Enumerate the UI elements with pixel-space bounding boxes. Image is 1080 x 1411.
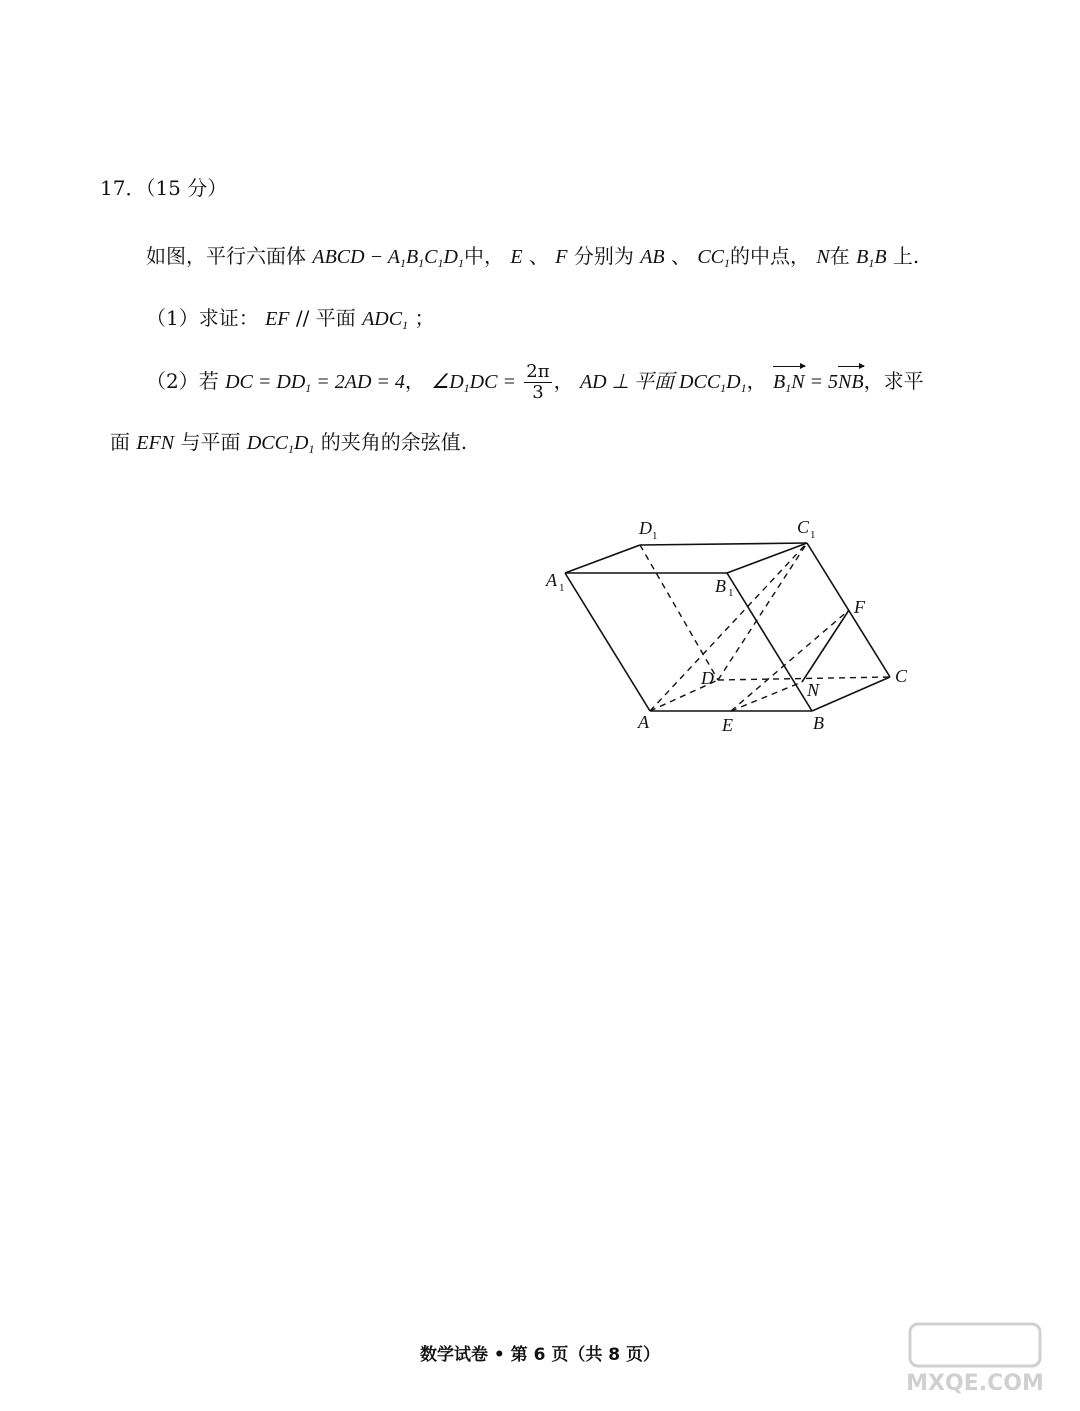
intro-text-6: 的中点，	[730, 244, 811, 268]
label-d1: D	[639, 518, 652, 538]
segment-b1b: $B_1B$	[856, 246, 887, 270]
cont-text-3: 与平面	[180, 430, 241, 454]
edge-a1-a	[565, 573, 650, 711]
watermark-text: MXQE.COM	[906, 1371, 1044, 1396]
fraction-2pi-3: $\frac{2\pi}{3}$	[526, 361, 550, 403]
label-c1-sub: 1	[810, 529, 816, 541]
segment-e-n-hidden	[731, 682, 802, 711]
part-2	[146, 362, 924, 403]
segment-ab: AB	[640, 246, 665, 268]
label-f: F	[854, 597, 865, 617]
diagonal-d-c1-hidden	[718, 543, 807, 680]
part-2-perp: AD ⊥ 平面 $DCC_1D_1$	[579, 370, 747, 395]
point-n: N	[816, 246, 830, 268]
label-e: E	[722, 715, 733, 735]
watermark-logo	[900, 1318, 1050, 1398]
page-footer: 数学试卷 • 第 6 页（共 8 页）	[419, 1345, 661, 1365]
sep-2: ，	[553, 368, 574, 393]
plane-efn: EFN	[136, 432, 175, 454]
part-2-cond: DC = $DD_1 = 2AD = 4$	[225, 370, 405, 395]
edge-d1-c1	[640, 543, 807, 545]
edge-b1-c1	[727, 543, 807, 573]
question-intro	[146, 240, 919, 271]
segment-e-f-hidden	[731, 610, 849, 711]
sep-1: ，	[404, 368, 425, 393]
parallelepiped-figure	[520, 500, 940, 750]
segment-n-f-hidden	[802, 610, 849, 682]
question-number: 17．	[100, 176, 146, 200]
part-2-continuation	[110, 426, 467, 457]
part-1-ef: EF	[265, 308, 290, 330]
edge-b1-b	[727, 573, 812, 711]
segment-cc1: $CC_1$	[697, 246, 731, 270]
part-2-ask: ，求平	[863, 368, 924, 393]
intro-text-7: 在	[829, 244, 850, 268]
part-2-angle: $\angle D_1DC$ =	[431, 370, 516, 395]
intro-text-1: 如图，平行六面体	[146, 244, 306, 268]
edge-a1-d1	[565, 545, 640, 573]
part-1-end: ；	[414, 306, 435, 330]
label-c1: C	[797, 517, 810, 537]
label-a1-sub: 1	[559, 582, 565, 594]
label-b1-sub: 1	[728, 587, 734, 599]
part-2-label: （2）若	[146, 368, 219, 393]
part-1	[146, 302, 434, 333]
part-1-parallel: // 平面	[295, 306, 356, 330]
part-1-plane: $ADC_1$	[362, 308, 409, 332]
point-f: F	[555, 246, 568, 268]
label-a: A	[638, 712, 649, 732]
point-e: E	[510, 246, 523, 268]
label-b1: B	[715, 576, 726, 596]
part-1-label: （1）求证：	[146, 306, 259, 330]
plane-dcc1d1: $DCC_1D_1$	[246, 432, 315, 456]
label-c: C	[895, 666, 908, 686]
diagonal-a-c1-hidden	[650, 543, 807, 711]
edge-d1-d-hidden	[640, 545, 718, 680]
intro-text-8: 上.	[892, 244, 920, 268]
vector-equation: $B_1N = 5NB$	[773, 371, 864, 393]
cont-text-1: 面	[110, 430, 130, 454]
question-header	[100, 172, 227, 201]
sep-3: ，	[746, 368, 767, 393]
intro-text-5: 、	[670, 244, 691, 268]
edge-b-c	[812, 677, 890, 711]
intro-text-2: 中，	[463, 244, 504, 268]
label-d1-sub: 1	[652, 530, 658, 542]
body-name: ABCD − $A_1B_1C_1D_1$	[312, 246, 464, 270]
label-n: N	[807, 680, 820, 700]
label-a1: A	[546, 570, 557, 590]
question-score: （15 分）	[145, 176, 228, 200]
intro-text-4: 分别为	[573, 244, 634, 268]
cont-text-5: 的夹角的余弦值.	[320, 430, 468, 454]
intro-text-3: 、	[528, 244, 549, 268]
label-d: D	[701, 668, 714, 688]
label-b: B	[813, 713, 824, 733]
